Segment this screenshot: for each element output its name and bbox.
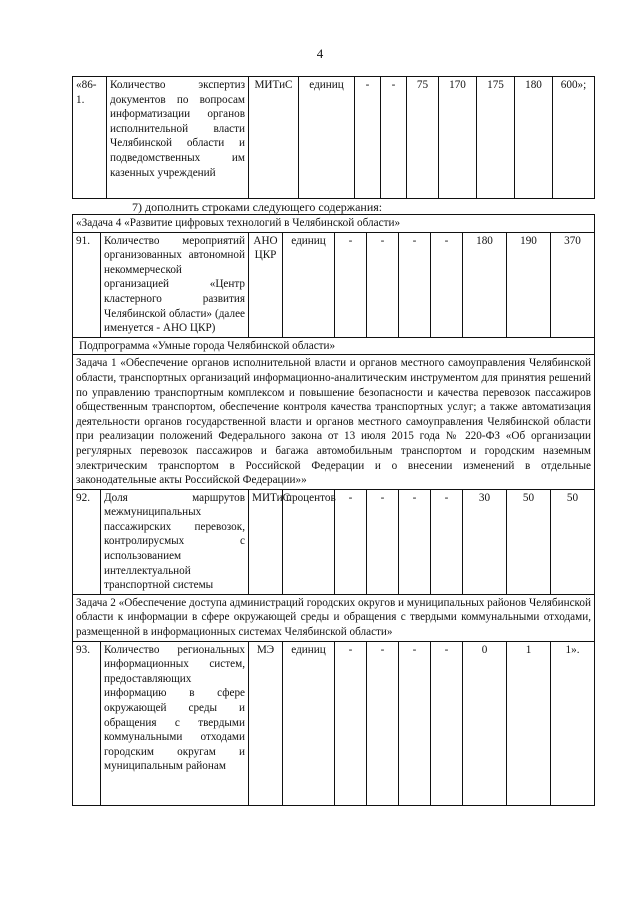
value-cell: - (431, 641, 463, 805)
row-number: «86-1. (73, 77, 107, 199)
row-number: 91. (73, 232, 101, 337)
unit: единиц (283, 232, 335, 337)
value-cell: - (381, 77, 407, 199)
unit: единиц (299, 77, 355, 199)
agency: МИТиС (249, 77, 299, 199)
unit: процентов (283, 489, 335, 594)
value-cell: 180 (463, 232, 507, 337)
value-cell: - (335, 641, 367, 805)
row-number: 93. (73, 641, 101, 805)
subprogram-heading: Подпрограмма «Умные города Челябинской области» (73, 337, 595, 355)
indicator-name: Количество региональных информационных систем, предоставляющих информацию в сфере окружающей среды и обращения с твердыми коммунальными отходами городским округам и муниципальным районам (101, 641, 249, 805)
agency: МЭ (249, 641, 283, 805)
value-cell: 175 (477, 77, 515, 199)
value-cell: 75 (407, 77, 439, 199)
value-cell: 190 (507, 232, 551, 337)
value-cell: 370 (551, 232, 595, 337)
task-heading: «Задача 4 «Развитие цифровых технологий в Челябинской области» (73, 215, 595, 233)
value-cell: - (431, 489, 463, 594)
value-cell: 30 (463, 489, 507, 594)
appended-rows-table (72, 214, 595, 806)
value-cell: - (335, 489, 367, 594)
agency: АНО ЦКР (249, 232, 283, 337)
value-cell: 1 (507, 641, 551, 805)
value-cell: - (367, 641, 399, 805)
indicator-name: Количество экспертиз документов по вопросам информатизации органов исполнительной власти Челябинской области и подведомственных им казенных учреждений (107, 77, 249, 199)
indicator-name: Количество мероприятий организованных автономной некоммерческой организацией «Центр кластерного развития Челябинской области» (далее именуется - АНО ЦКР) (101, 232, 249, 337)
value-cell: - (367, 489, 399, 594)
value-cell: 600»; (553, 77, 595, 199)
task-heading: Задача 1 «Обеспечение органов исполнительной власти и органов местного самоуправления Челябинской области, транспортных организаций информационно-аналитическим инструментом для принятия решений по управлению транспортным комплексом и повышение безопасности и качества перевозок пассажиров общественным транспортом, обеспечение контроля качества транспортных услуг; а также автоматизация деятельности органов государственной власти и органов местного самоуправления Челябинской области при реализации положений Федерального закона от 13 июля 2015 года № 220-ФЗ «Об организации регулярных перевозок пассажиров и багажа автомобильным транспортом и городским наземным электрическим транспортом в Российской Федерации и о внесении изменений в отдельные законодательные акты Российской Федерации»» (73, 355, 595, 489)
table-row (72, 76, 595, 199)
document-table-area (72, 76, 594, 806)
page-number: 4 (316, 46, 324, 61)
value-cell: - (367, 232, 399, 337)
value-cell: - (335, 232, 367, 337)
indicator-name: Доля маршрутов межмуниципальных пассажирских перевозок, контролирусмых с использованием интеллектуальной транспортной системы (101, 489, 249, 594)
value-cell: - (431, 232, 463, 337)
value-cell: 170 (439, 77, 477, 199)
agency: МИТиС (249, 489, 283, 594)
value-cell: 50 (551, 489, 595, 594)
unit: единиц (283, 641, 335, 805)
value-cell: 0 (463, 641, 507, 805)
instruction-text: 7) дополнить строками следующего содержания: (132, 200, 383, 214)
value-cell: - (399, 641, 431, 805)
value-cell: - (399, 232, 431, 337)
task-heading: Задача 2 «Обеспечение доступа администраций городских округов и муниципальных районов Челябинской области к информации в сфере окружающей среды и обращения с твердыми коммунальными отходами, размещенной в информационных системах Челябинской области» (73, 594, 595, 641)
value-cell: - (355, 77, 381, 199)
value-cell: 180 (515, 77, 553, 199)
row-number: 92. (73, 489, 101, 594)
value-cell: - (399, 489, 431, 594)
value-cell: 50 (507, 489, 551, 594)
value-cell: 1». (551, 641, 595, 805)
